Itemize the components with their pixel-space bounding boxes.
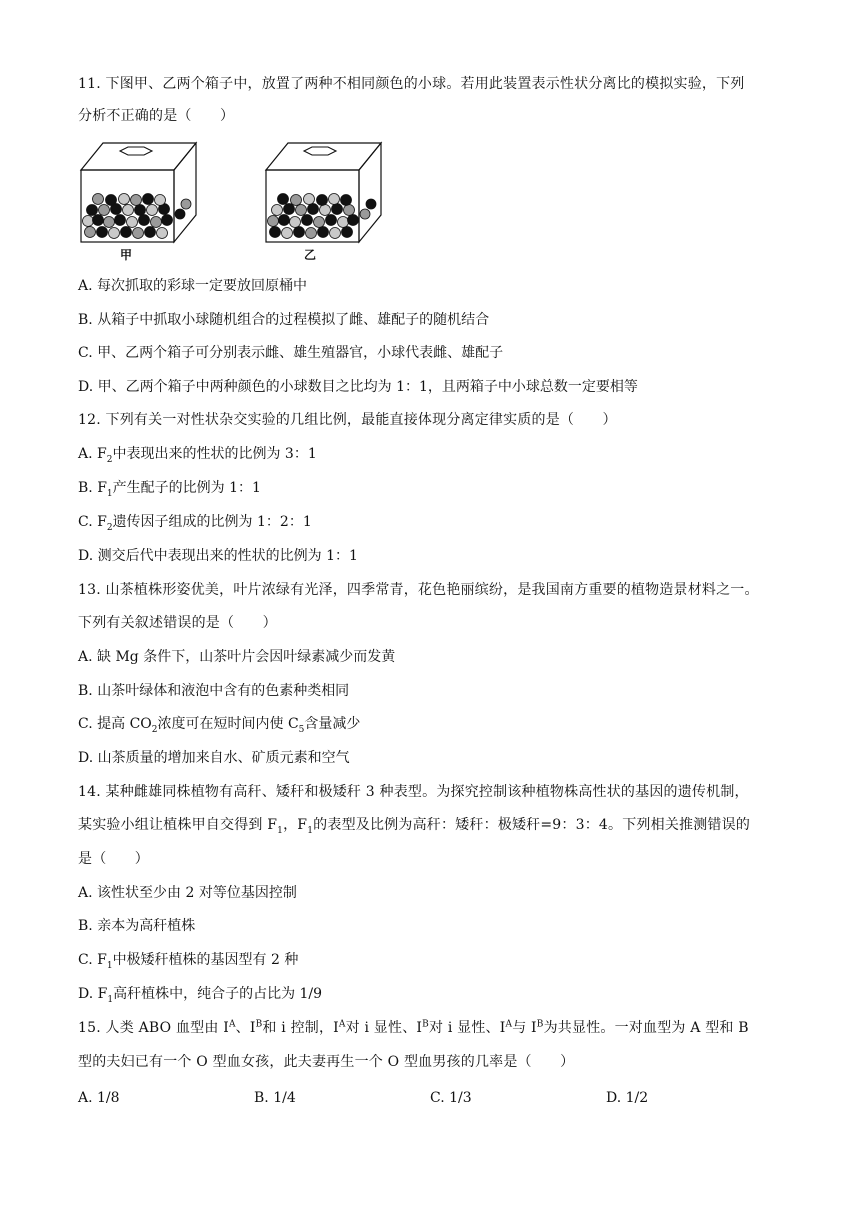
box-label-yi: 乙 [304,248,317,262]
q13-option-b: B. 山茶叶绿体和液泡中含有的色素种类相同 [78,683,350,699]
q14-stem-line1: 14. 某种雌雄同株植物有高秆、矮秆和极矮秆 3 种表型。为探究控制该种植物株高性状的基因的遗传机制， [78,784,749,800]
q15-option-b: B. 1/4 [254,1090,296,1106]
q14-stem-line3: 是（ ） [78,851,149,867]
q11-stem-line1: 11. 下图甲、乙两个箱子中，放置了两种不相同颜色的小球。若用此装置表示性状分离比的模拟实验，下列 [78,76,745,92]
q11-option-c: C. 甲、乙两个箱子可分别表示雌、雄生殖器官，小球代表雌、雄配子 [78,345,504,361]
q11-figure-boxes [78,138,398,268]
q11-option-a: A. 每次抓取的彩球一定要放回原桶中 [78,278,308,294]
q13-option-d: D. 山茶质量的增加来自水、矿质元素和空气 [78,750,350,766]
q15-option-c: C. 1/3 [430,1090,472,1106]
q13-option-c: C. 提高 $CO_2$浓度可在短时间内使 $C_5$含量减少 [78,716,361,735]
q15-stem-line1: 15. 人类 ABO 血型由 $I^A$、$I^B$和 i 控制，$I^A$对 i 显性、$I^B$对 i 显性、$I^A$与 $I^B$为共显性。一对血型为 A 型和 B [78,1019,749,1036]
q12-option-b: B. $F_1$产生配子的比例为 1：1 [78,480,261,499]
q12-option-d: D. 测交后代中表现出来的性状的比例为 1：1 [78,548,358,564]
q14-stem-line2: 某实验小组让植株甲自交得到 $F_1$，$F_1$的表型及比例为高秆：矮秆：极矮秆=9：3：4。下列相关推测错误的 [78,817,751,836]
q13-option-a: A. 缺 Mg 条件下，山茶叶片会因叶绿素减少而发黄 [78,649,396,665]
q13-stem-line1: 13. 山茶植株形姿优美，叶片浓绿有光泽，四季常青，花色艳丽缤纷，是我国南方重要的植物造景材料之一。 [78,582,759,598]
q15-option-d: D. 1/2 [606,1090,649,1106]
q15-options-row [0,1088,860,1108]
q11-stem-line2: 分析不正确的是（ ） [78,108,235,124]
q14-option-a: A. 该性状至少由 2 对等位基因控制 [78,885,297,901]
q14-option-b: B. 亲本为高秆植株 [78,918,196,934]
q12-option-a: A. $F_2$中表现出来的性状的比例为 3：1 [78,446,317,465]
box-yi-balls [268,194,377,239]
q14-option-d: D. $F_1$高秆植株中，纯合子的占比为 1/9 [78,986,323,1005]
q13-stem-line2: 下列有关叙述错误的是（ ） [78,615,277,631]
q11-option-d: D. 甲、乙两个箱子中两种颜色的小球数目之比均为 1：1，且两箱子中小球总数一定要相等 [78,379,638,395]
q15-stem-line2: 型的夫妇已有一个 O 型血女孩，此夫妻再生一个 O 型血男孩的几率是（ ） [78,1054,575,1070]
q12-option-c: C. $F_2$遗传因子组成的比例为 1：2：1 [78,514,312,533]
box-jia-balls [83,194,192,239]
q15-option-a: A. 1/8 [78,1090,120,1106]
q14-option-c: C. $F_1$中极矮秆植株的基因型有 2 种 [78,952,299,971]
q12-stem: 12. 下列有关一对性状杂交实验的几组比例，最能直接体现分离定律实质的是（ ） [78,412,617,428]
q11-option-b: B. 从箱子中抓取小球随机组合的过程模拟了雌、雄配子的随机结合 [78,312,490,328]
box-label-jia: 甲 [120,248,133,262]
